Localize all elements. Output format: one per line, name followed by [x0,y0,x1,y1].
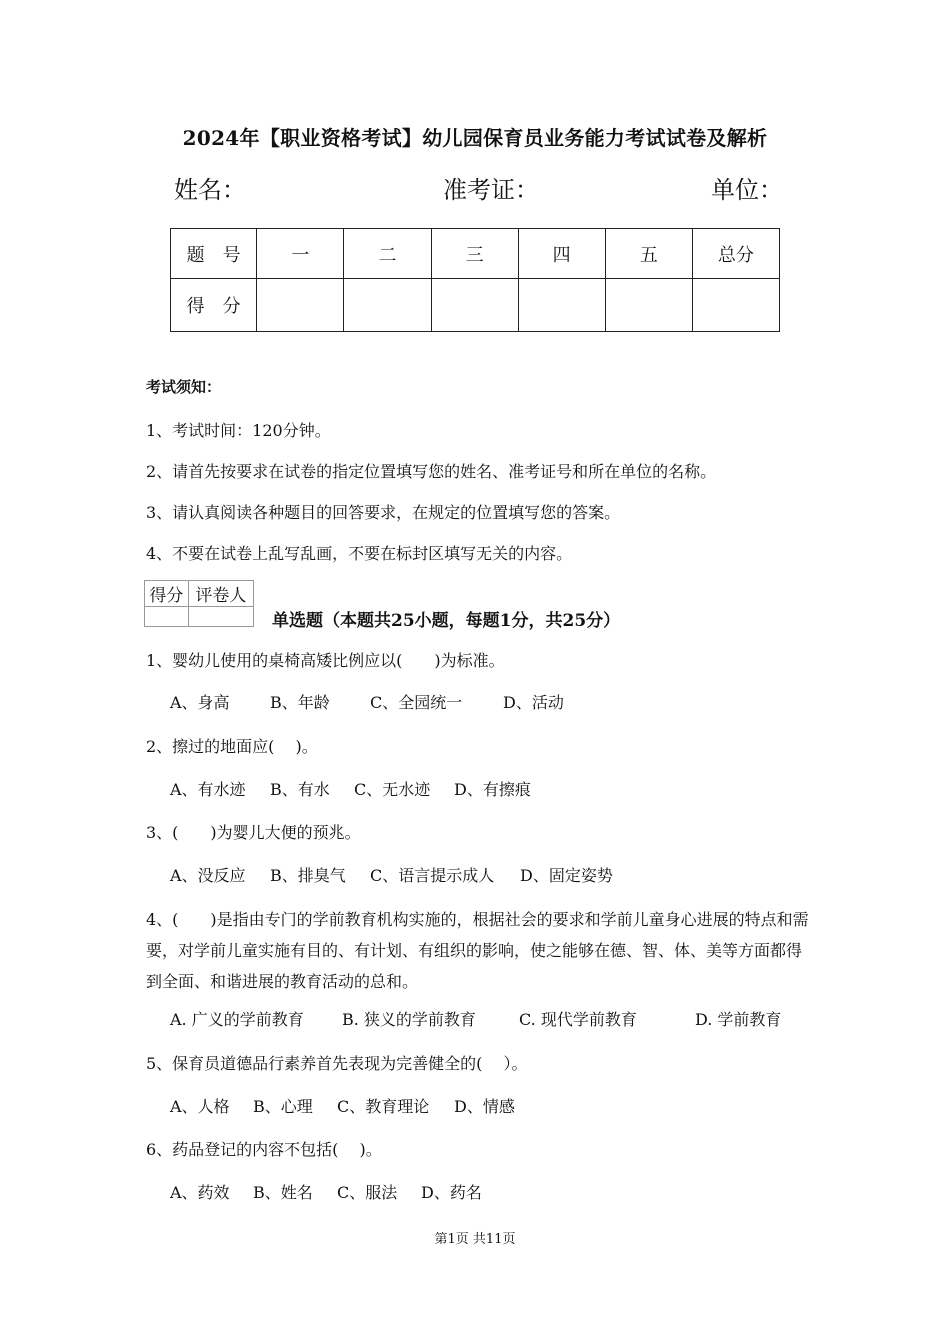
page-title: 2024年【职业资格考试】幼儿园保育员业务能力考试试卷及解析 [182,126,768,150]
score-row-label: 得 分 [171,279,257,332]
grader-reviewer-cell[interactable] [188,607,253,627]
option[interactable]: B、心理 [253,1097,313,1116]
grader-box [144,580,254,627]
grader-reviewer-label: 评卷人 [188,581,253,607]
notice-item: 4、不要在试卷上乱写乱画，不要在标封区填写无关的内容。 [146,544,573,563]
unit-label: 单位： [711,176,783,204]
option[interactable]: C、语言提示成人 [370,866,495,885]
option[interactable]: B、有水 [270,780,330,799]
score-table-cell: 二 [344,229,431,279]
score-entry-cell[interactable] [257,279,344,332]
option[interactable]: C、无水迹 [354,780,431,799]
score-table-score-row [171,279,780,332]
score-table-cell: 一 [257,229,344,279]
section-title: 单选题（本题共25小题，每题1分，共25分） [272,611,621,631]
option[interactable]: A、没反应 [170,866,246,885]
question-text: 5、保育员道德品行素养首先表现为完善健全的( ）。 [146,1054,528,1073]
score-table-header-row [171,229,780,279]
score-entry-cell[interactable] [605,279,692,332]
option[interactable]: B、年龄 [270,693,330,712]
notice-item: 2、请首先按要求在试卷的指定位置填写您的姓名、准考证号和所在单位的名称。 [146,462,717,481]
question-options [170,1180,482,1203]
question-options [170,1094,515,1117]
question-text: 4、( )是指由专门的学前教育机构实施的，根据社会的要求和学前儿童身心进展的特点和需要，对学前儿童实施有目的、有计划、有组织的影响，使之能够在德、智、体、美等方面都得到全面、和谐进展的教育活动的总和。 [146,910,809,991]
notice-title: 考试须知： [146,378,222,396]
option[interactable]: B、排臭气 [270,866,346,885]
exam-number-label: 准考证： [443,176,539,204]
option[interactable]: D、活动 [503,693,564,712]
score-table-cell: 四 [518,229,605,279]
question-options [170,690,564,713]
option[interactable]: A. 广义的学前教育 [170,1010,304,1029]
score-entry-cell[interactable] [518,279,605,332]
score-entry-cell[interactable] [344,279,431,332]
notice-item: 1、考试时间：120分钟。 [146,421,331,440]
question-options [170,863,613,886]
option[interactable]: A、人格 [170,1097,230,1116]
option[interactable]: D、有擦痕 [454,780,531,799]
score-entry-cell[interactable] [431,279,518,332]
score-table-cell: 五 [605,229,692,279]
option[interactable]: D、情感 [454,1097,515,1116]
option[interactable]: B、姓名 [253,1183,313,1202]
option[interactable]: A、药效 [170,1183,230,1202]
score-table [170,228,780,332]
page-footer: 第1页 共11页 [434,1232,516,1247]
option[interactable]: D. 学前教育 [695,1010,782,1029]
option[interactable]: D、药名 [421,1183,482,1202]
grader-score-label: 得分 [145,581,189,607]
question-text: 2、擦过的地面应( )。 [146,737,318,756]
score-table-cell: 三 [431,229,518,279]
option[interactable]: A、有水迹 [170,780,246,799]
question-options [170,1007,781,1030]
option[interactable]: C. 现代学前教育 [519,1010,637,1029]
option[interactable]: A、身高 [170,693,230,712]
score-entry-cell[interactable] [692,279,779,332]
question-options [170,777,531,800]
grader-score-cell[interactable] [145,607,189,627]
option[interactable]: C、服法 [337,1183,398,1202]
option[interactable]: C、全园统一 [370,693,463,712]
question-text: 3、( )为婴儿大便的预兆。 [146,823,361,842]
option[interactable]: C、教育理论 [337,1097,430,1116]
score-table-cell: 总分 [692,229,779,279]
question-text: 6、药品登记的内容不包括( )。 [146,1140,382,1159]
option[interactable]: D、固定姿势 [520,866,613,885]
option[interactable]: B. 狭义的学前教育 [342,1010,476,1029]
score-table-cell: 题 号 [171,229,257,279]
notice-item: 3、请认真阅读各种题目的回答要求，在规定的位置填写您的答案。 [146,503,621,522]
name-label: 姓名： [174,176,246,204]
question-text: 1、婴幼儿使用的桌椅高矮比例应以( )为标准。 [146,651,505,670]
